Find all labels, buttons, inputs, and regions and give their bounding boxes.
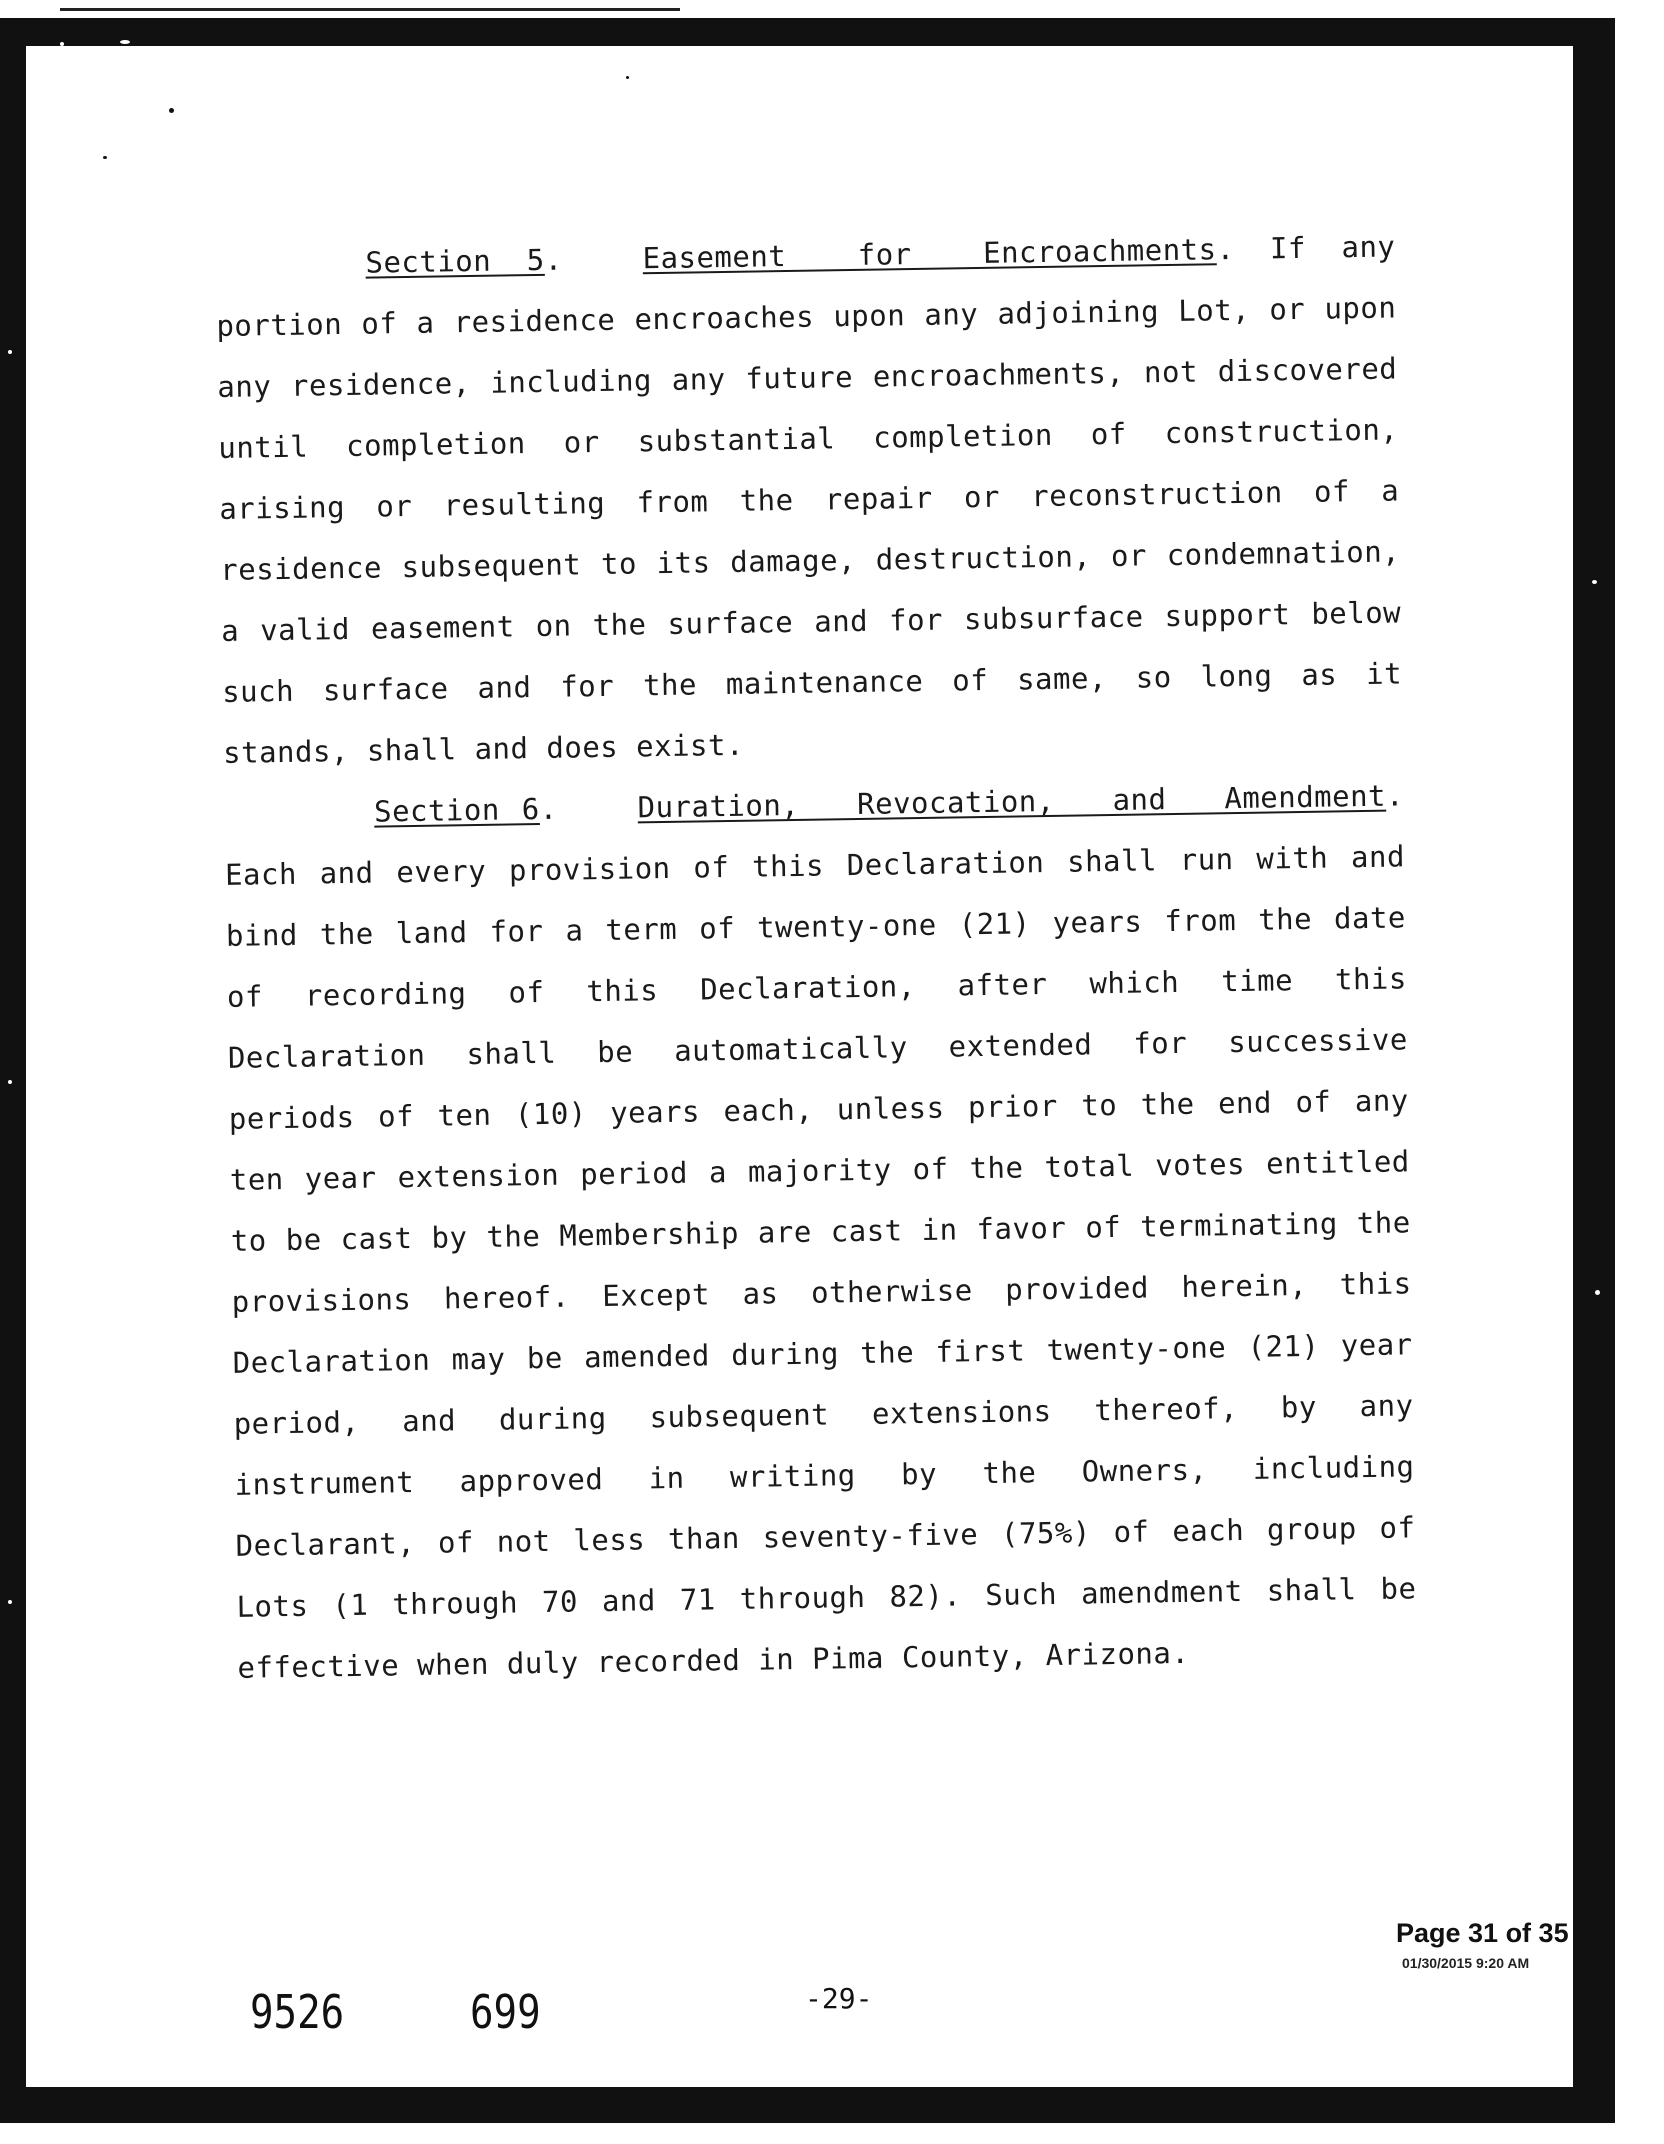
scan-speck	[1592, 580, 1597, 584]
scan-speck	[8, 1080, 12, 1084]
scan-border-right	[1573, 18, 1615, 2123]
section-6-paragraph: Section 6. Duration, Revocation, and Amendment. Each and every provision of this Declaration shall run with and bind the land for a term of twenty-one (21) years from the date of recording of this Declaration, after which time this Declaration shall be automatically extended for successive periods of ten (10) years each, unless prior to the end of any ten year extension period a majority of the total votes entitled to be cast by the Membership are cast in favor of terminating the provisions hereof. Except as otherwise provided herein, this Declaration may be amended during the first twenty-one (21) year period, and during subsequent extensions thereof, by any instrument approved in writing by the Owners, including Declarant, of not less than seventy-five (75%) of each group of Lots (1 through 70 and 71 through 82). Such amendment shall be effective when duly recorded in Pima County, Arizona.	[224, 778, 1417, 1685]
scan-border-bottom	[0, 2087, 1615, 2123]
section-5-body: If any portion of a residence encroaches upon any adjoining Lot, or upon any residence, including any future encroachments, not discovered until completion or substantial completion of construction, arising or resulting from the repair or reconstruction of a residence subsequent to its damage, destruction, or condemnation, a valid easement on the surface and for subsurface support below such surface and for the maintenance of same, so long as it stands, shall and does exist.	[216, 229, 1403, 770]
scan-border-left	[0, 18, 26, 2123]
scan-speck	[626, 76, 629, 79]
section-6-body: Each and every provision of this Declaration shall run with and bind the land for a term of twenty-one (21) years from the date of recording of this Declaration, after which time this Declaration shall be automatically extended for successive periods of ten (10) years each, unless prior to the end of any ten year extension period a majority of the total votes entitled to be cast by the Membership are cast in favor of terminating the provisions hereof. Except as otherwise provided herein, this Declaration may be amended during the first twenty-one (21) year period, and during subsequent extensions thereof, by any instrument approved in writing by the Owners, including Declarant, of not less than seventy-five (75%) of each group of Lots (1 through 70 and 71 through 82). Such amendment shall be effective when duly recorded in Pima County, Arizona.	[224, 839, 1417, 1685]
section-5-paragraph: Section 5. Easement for Encroachments. If any portion of a residence encroaches upon any adjoining Lot, or upon any residence, including any future encroachments, not discovered until completion or substantial completion of construction, arising or resulting from the repair or reconstruction of a residence subsequent to its damage, destruction, or condemnation, a valid easement on the surface and for subsurface support below such surface and for the maintenance of same, so long as it stands, shall and does exist.	[216, 229, 1403, 770]
scan-border-top	[0, 18, 1615, 46]
section-6-label: Section 6	[373, 791, 540, 829]
section-5-label: Section 5	[365, 242, 545, 280]
scan-top-rule	[60, 8, 680, 11]
scan-speck	[8, 1600, 12, 1604]
docket-book-number: 9526	[250, 1985, 345, 2039]
page-count-stamp: Page 31 of 35	[1396, 1918, 1569, 1948]
scan-speck	[120, 40, 130, 44]
scan-speck	[8, 350, 12, 354]
page-number: -29-	[805, 1982, 873, 2015]
scan-speck	[169, 108, 174, 113]
document-body	[215, 216, 1418, 1698]
scan-speck	[1595, 1290, 1600, 1295]
docket-page-reference: 699	[470, 1985, 541, 2039]
recording-timestamp: 01/30/2015 9:20 AM	[1402, 1955, 1530, 1971]
section-6-title: Duration, Revocation, and Amendment	[637, 778, 1387, 825]
section-5-title: Easement for Encroachments	[642, 232, 1217, 276]
scan-speck	[103, 156, 107, 159]
